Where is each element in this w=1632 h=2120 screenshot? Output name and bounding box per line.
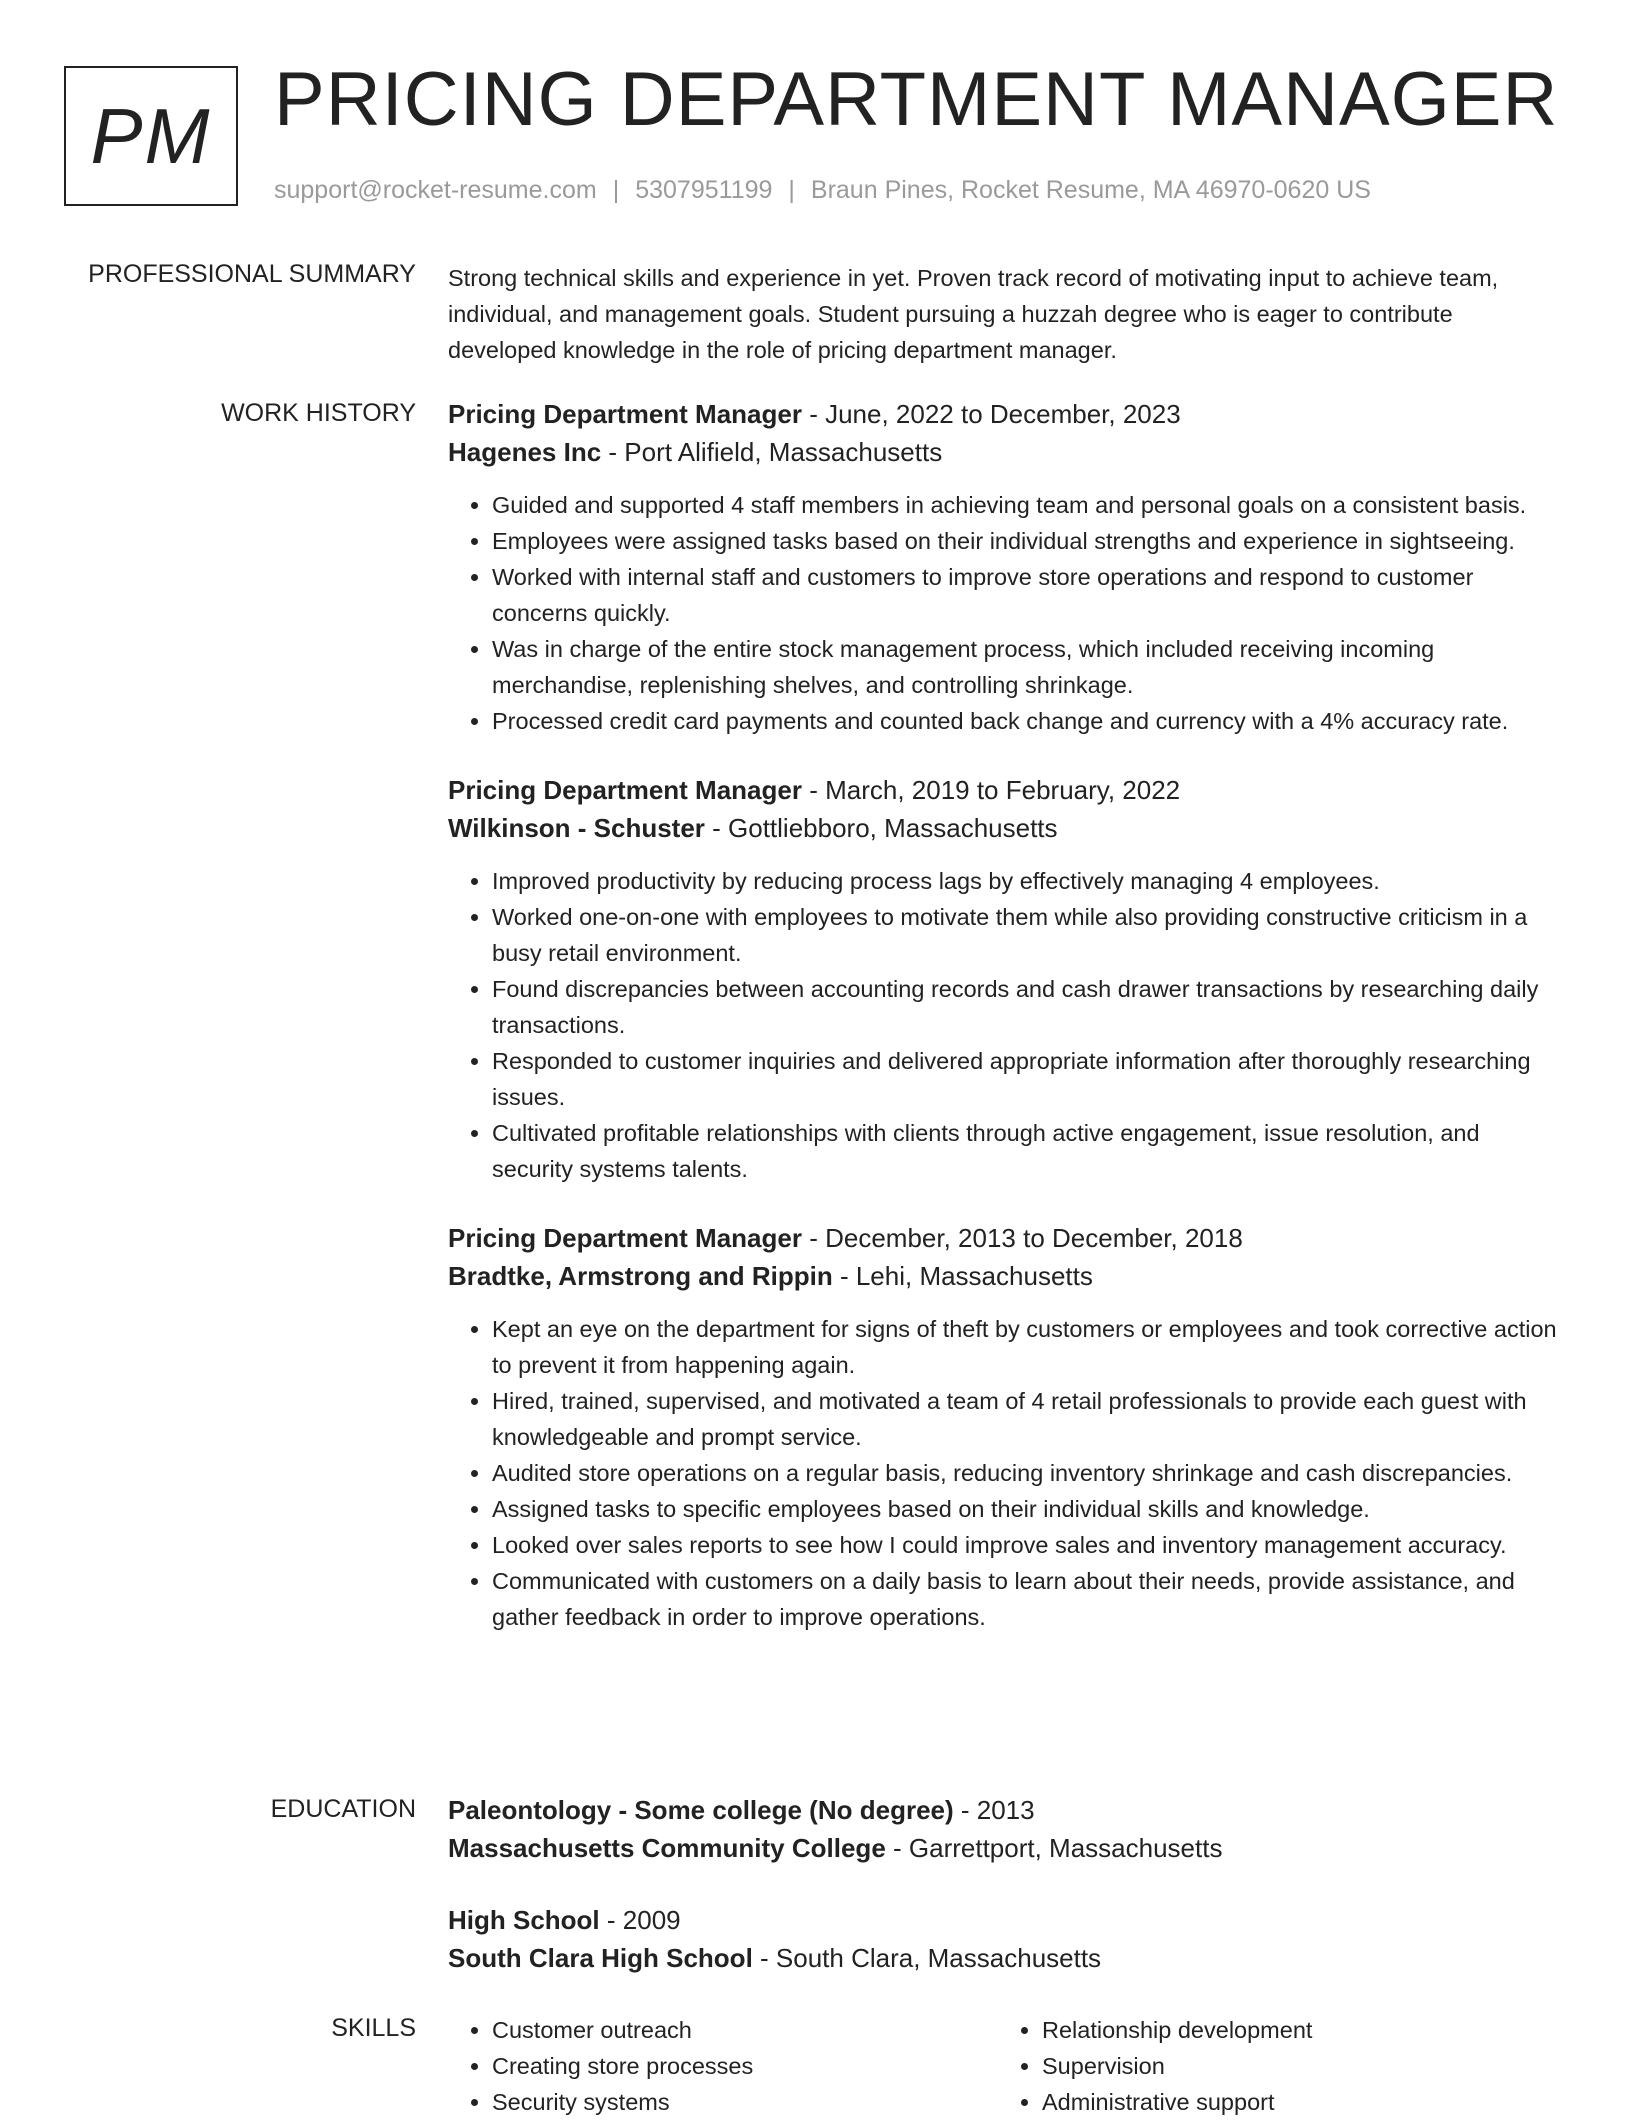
contact-separator: | bbox=[612, 176, 620, 204]
job-bullet: • Worked one-on-one with employees to motivate them while also providing constructive criticism in a busy retail environment. bbox=[492, 899, 1566, 971]
job-dates: - March, 2019 to February, 2022 bbox=[801, 775, 1181, 805]
job-bullet: • Cultivated profitable relationships with clients through active engagement, issue resolution, and security systems talents. bbox=[492, 1115, 1566, 1187]
job-bullet: • Audited store operations on a regular basis, reducing inventory shrinkage and cash discrepancies. bbox=[492, 1455, 1566, 1491]
job-bullet: • Processed credit card payments and counted back change and currency with a 4% accuracy rate. bbox=[492, 703, 1566, 739]
job-bullets bbox=[448, 1311, 1566, 1635]
job-bullet: • Employees were assigned tasks based on their individual strengths and experience in sightseeing. bbox=[492, 523, 1566, 559]
page-title: PRICING DEPARTMENT MANAGER bbox=[274, 57, 1559, 142]
education-location: - Garrettport, Massachusetts bbox=[885, 1833, 1223, 1863]
education-year: - 2009 bbox=[599, 1905, 681, 1935]
education-degree: Paleontology - Some college (No degree) bbox=[448, 1795, 954, 1825]
job-bullets bbox=[448, 863, 1566, 1187]
job-dates: - June, 2022 to December, 2023 bbox=[801, 399, 1181, 429]
job-entry bbox=[448, 771, 1566, 1187]
section-title-work: WORK HISTORY bbox=[221, 399, 416, 427]
section-title-education: EDUCATION bbox=[270, 1795, 416, 1823]
skill-item: • Security systems bbox=[492, 2084, 998, 2120]
skill-item: • Relationship development bbox=[1042, 2012, 1548, 2048]
contact-address: Braun Pines, Rocket Resume, MA 46970-0620 US bbox=[810, 176, 1371, 204]
job-entry bbox=[448, 1219, 1566, 1635]
contact-separator: | bbox=[788, 176, 795, 204]
summary-text: Strong technical skills and experience in yet. Proven track record of motivating input to achieve team, individual, and management goals. Student pursuing a huzzah degree who is eager to contribute developed knowledge in the role of pricing department manager. bbox=[448, 265, 1499, 363]
job-bullet: • Communicated with customers on a daily basis to learn about their needs, provide assistance, and gather feedback in order to improve operations. bbox=[492, 1563, 1566, 1635]
job-dates: - December, 2013 to December, 2018 bbox=[801, 1223, 1243, 1253]
education-school: South Clara High School bbox=[448, 1943, 753, 1973]
job-location: - Port Alifield, Massachusetts bbox=[601, 437, 943, 467]
job-company: Hagenes Inc bbox=[448, 437, 602, 467]
job-bullet: • Improved productivity by reducing process lags by effectively managing 4 employees. bbox=[492, 863, 1566, 899]
job-bullet: • Kept an eye on the department for signs of theft by customers or employees and took corrective action to prevent it from happening again. bbox=[492, 1311, 1566, 1383]
job-role: Pricing Department Manager bbox=[448, 399, 802, 429]
job-company: Bradtke, Armstrong and Rippin bbox=[448, 1261, 833, 1291]
job-bullets bbox=[448, 487, 1566, 739]
skill-item: • Administrative support bbox=[1042, 2084, 1548, 2120]
skill-item: • Supervision bbox=[1042, 2048, 1548, 2084]
job-company: Wilkinson - Schuster bbox=[448, 813, 705, 843]
job-bullet: • Was in charge of the entire stock management process, which included receiving incoming merchandise, replenishing shelves, and controlling shrinkage. bbox=[492, 631, 1566, 703]
initials-monogram bbox=[64, 66, 238, 206]
initials-text: PM bbox=[90, 91, 212, 180]
skill-item: • Creating store processes bbox=[492, 2048, 998, 2084]
education-degree: High School bbox=[448, 1905, 600, 1935]
education-entry bbox=[448, 1791, 1566, 1867]
contact-line bbox=[274, 176, 1371, 205]
job-entry bbox=[448, 395, 1566, 739]
skills-list-left bbox=[448, 2012, 998, 2120]
education-entry bbox=[448, 1901, 1566, 1977]
job-location: - Lehi, Massachusetts bbox=[832, 1261, 1093, 1291]
job-bullet: • Worked with internal staff and customers to improve store operations and respond to customer concerns quickly. bbox=[492, 559, 1566, 631]
job-bullet: • Guided and supported 4 staff members in achieving team and personal goals on a consistent basis. bbox=[492, 487, 1566, 523]
education-location: - South Clara, Massachusetts bbox=[752, 1943, 1102, 1973]
job-location: - Gottliebboro, Massachusetts bbox=[704, 813, 1058, 843]
contact-phone: 5307951199 bbox=[635, 176, 773, 204]
education-year: - 2013 bbox=[953, 1795, 1035, 1825]
job-role: Pricing Department Manager bbox=[448, 775, 802, 805]
skill-item: • Customer outreach bbox=[492, 2012, 998, 2048]
job-bullet: • Responded to customer inquiries and delivered appropriate information after thoroughly researching issues. bbox=[492, 1043, 1566, 1115]
job-role: Pricing Department Manager bbox=[448, 1223, 802, 1253]
job-bullet: • Hired, trained, supervised, and motivated a team of 4 retail professionals to provide each guest with knowledgeable and prompt service. bbox=[492, 1383, 1566, 1455]
job-bullet: • Found discrepancies between accounting records and cash drawer transactions by researching daily transactions. bbox=[492, 971, 1566, 1043]
education-school: Massachusetts Community College bbox=[448, 1833, 886, 1863]
skills-list-right bbox=[998, 2012, 1548, 2120]
job-bullet: • Looked over sales reports to see how I could improve sales and inventory management accuracy. bbox=[492, 1527, 1566, 1563]
job-bullet: • Assigned tasks to specific employees based on their individual skills and knowledge. bbox=[492, 1491, 1566, 1527]
contact-email: support@rocket-resume.com bbox=[274, 176, 597, 204]
section-title-summary: PROFESSIONAL SUMMARY bbox=[88, 260, 416, 288]
section-title-skills: SKILLS bbox=[331, 2014, 416, 2042]
